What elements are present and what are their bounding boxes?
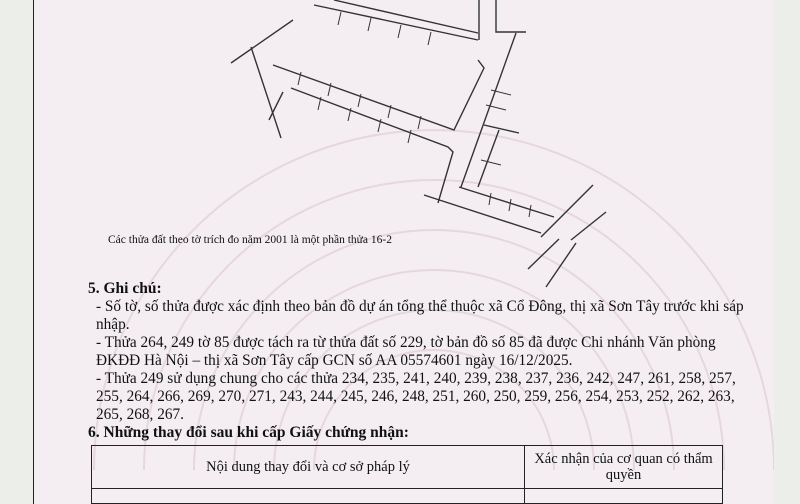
section-5-heading: 5. Ghi chú:: [88, 280, 162, 297]
header-change-content: Nội dung thay đổi và cơ sở pháp lý: [92, 446, 525, 489]
note-item: - Thửa 264, 249 tờ 85 được tách ra từ thửa đất số 229, tờ bản đồ số 85 đã được Chi nhánh Văn phòng ĐKĐĐ Hà Nội – thị xã Sơn Tây cấp GCN số AA 05574601 ngày 16/12/2025.: [96, 334, 716, 369]
section-6-heading: 6. Những thay đổi sau khi cấp Giấy chứng nhận:: [88, 424, 409, 441]
table-row: [92, 489, 723, 504]
table-header-row: [92, 446, 723, 489]
certificate-page: [33, 0, 774, 504]
table-cell: [525, 489, 723, 504]
notes-list: [96, 298, 756, 424]
note-item: - Số tờ, số thửa được xác định theo bản đồ dự án tổng thể thuộc xã Cổ Đông, thị xã Sơn Tây trước khi sáp nhập.: [96, 298, 744, 333]
changes-table: [91, 445, 723, 504]
parcel-map: [34, 0, 774, 300]
map-caption: Các thửa đất theo tờ trích đo năm 2001 là một phần thửa 16-2: [108, 234, 392, 246]
table-cell: [92, 489, 525, 504]
header-authority-confirmation: Xác nhận của cơ quan có thẩm quyền: [525, 446, 723, 489]
note-item: - Thửa 249 sử dụng chung cho các thửa 234, 235, 241, 240, 239, 238, 237, 236, 242, 247, 261, 258, 257, 255, 264, 266, 269, 270, 271, 243, 244, 245, 246, 248, 251, 260, 250, 259, 256, 254, 253, 252, 262, 263, 265, 268, 267.: [96, 370, 736, 423]
